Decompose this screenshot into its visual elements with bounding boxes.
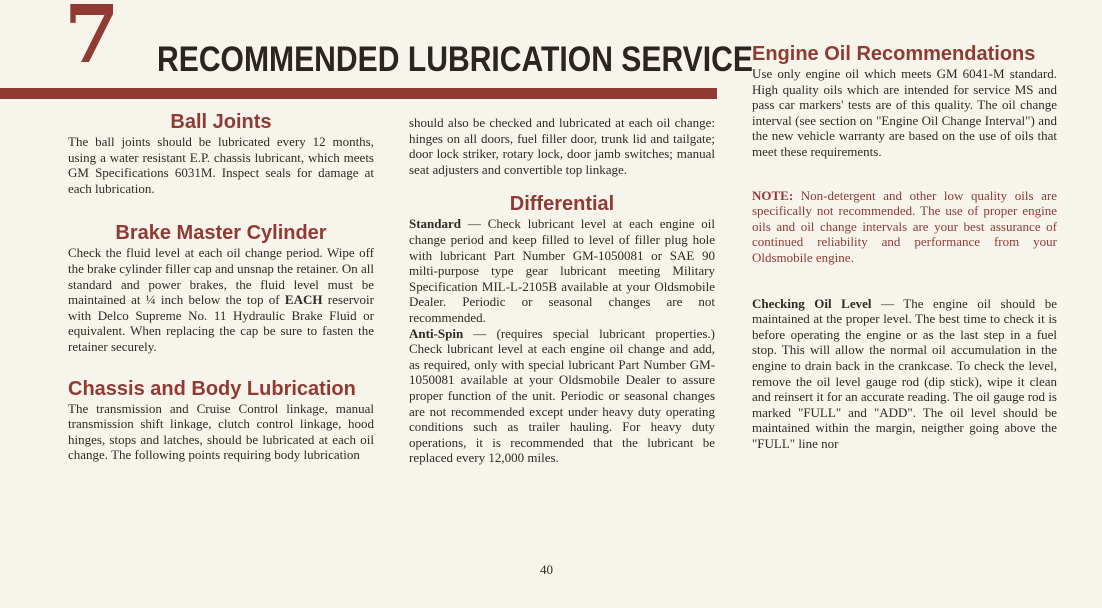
brake-text-before: Check the fluid level at each oil change period. Wipe off the brake cylinder filler cap and unsnap the retainer. On all standard and power brakes, the fluid level must be maintained at ¼ inch below the top of xyxy=(68,245,374,308)
standard-differential-text xyxy=(409,216,715,325)
ball-joints-heading: Ball Joints xyxy=(170,111,272,133)
chassis-body-lubrication-text: The transmission and Cruise Control linkage, manual transmission shift linkage, clutch control linkage, hood hinges, stops and latches, should be lubricated at each oil change. The following points requiring body lubrication xyxy=(68,400,374,463)
brake-master-cylinder-text xyxy=(68,245,374,354)
column-right xyxy=(752,42,1057,451)
page-title: RECOMMENDED LUBRICATION SERVICE xyxy=(157,40,753,79)
note-label: NOTE: xyxy=(752,187,794,203)
brake-text-emphasis: EACH xyxy=(284,292,323,308)
note-paragraph xyxy=(752,188,1057,266)
brake-text-after: reservoir with Delco Supreme No. 11 Hydraulic Brake Fluid or equivalent. When replacing the cap be sure to fasten the retainer securely. xyxy=(68,292,374,354)
checking-oil-level-text: — The engine oil should be maintained at the proper level. The best time to check it is before operating the engine or as the last step in a fuel stop. This will allow the normal oil accumulation in the engine to drain back in the crankcase. To check the level, remove the oil level gauge rod (dip stick), wipe it clean and reinsert it for an accurate reading. The oil gauge rod is marked "FULL" and "ADD". The oil level should be maintained within the margin, neigther going above the "FULL" line nor xyxy=(752,295,1057,451)
differential-heading: Differential xyxy=(509,193,615,216)
engine-oil-recommendations-heading: Engine Oil Recommendations xyxy=(752,43,1036,65)
antispin-text: — (requires special lubricant properties.) Check lubricant level at each engine oil change and add, as required, only with special lubricant Part Number GM-1050081 available at your Oldsmobile Dealer to assure proper function of the unit. Periodic or seasonal changes are not recommended except under heavy duty operating conditions such as trailer hauling. For heavy duty operations, it is recommended that the lubricant be replaced every 12,000 miles. xyxy=(409,325,715,466)
ball-joints-text: The ball joints should be lubricated every 12 months, using a water resistant E.P. chassis lubricant, which meets GM Specifications 6031M. Inspect seals for damage at each lubrication. xyxy=(68,134,374,196)
chassis-body-lubrication-heading: Chassis and Body Lubrication xyxy=(68,377,356,400)
brake-master-cylinder-heading: Brake Master Cylinder xyxy=(115,222,327,245)
note-text: Non-detergent and other low quality oils are specifically not recommended. The use of proper engine oils and oil change intervals are your best assurance of continued reliability and performance from your Oldsmobile engine. xyxy=(752,187,1057,265)
title-rule xyxy=(0,88,717,99)
engine-oil-text: Use only engine oil which meets GM 6041-M standard. High quality oils which are intended for service MS and pass car markers' tests are of this quality. The oil change interval (see section on "Engine Oil Change Interval") and the new vehicle warranty are based on the use of oils that meet these requirements. xyxy=(752,66,1057,159)
antispin-differential-text xyxy=(409,326,715,466)
chapter-number: 7 xyxy=(64,0,120,81)
column-left xyxy=(68,110,374,463)
standard-label: Standard xyxy=(409,216,462,232)
antispin-label: Anti-Spin xyxy=(409,325,464,341)
page-number: 40 xyxy=(540,562,553,577)
checking-oil-level-paragraph xyxy=(752,296,1057,452)
checking-oil-level-label: Checking Oil Level xyxy=(752,295,872,311)
body-lubrication-continued-text: should also be checked and lubricated at each oil change: hinges on all doors, fuel filler door, trunk lid and tailgate; door lock striker, rotary lock, door jamb switches; manual seat adjusters and convertible top linkage. xyxy=(409,115,715,177)
standard-text: — Check lubricant level at each engine oil change period and keep filled to level of filler plug hole with lubricant Part Number GM-1050081 or SAE 90 milti-purpose type gear lubricant meeting Military Specification MIL-L-2105B available at your Oldsmobile Dealer. Periodic or seasonal changes are not recommended. xyxy=(409,216,715,325)
column-middle xyxy=(409,115,715,466)
